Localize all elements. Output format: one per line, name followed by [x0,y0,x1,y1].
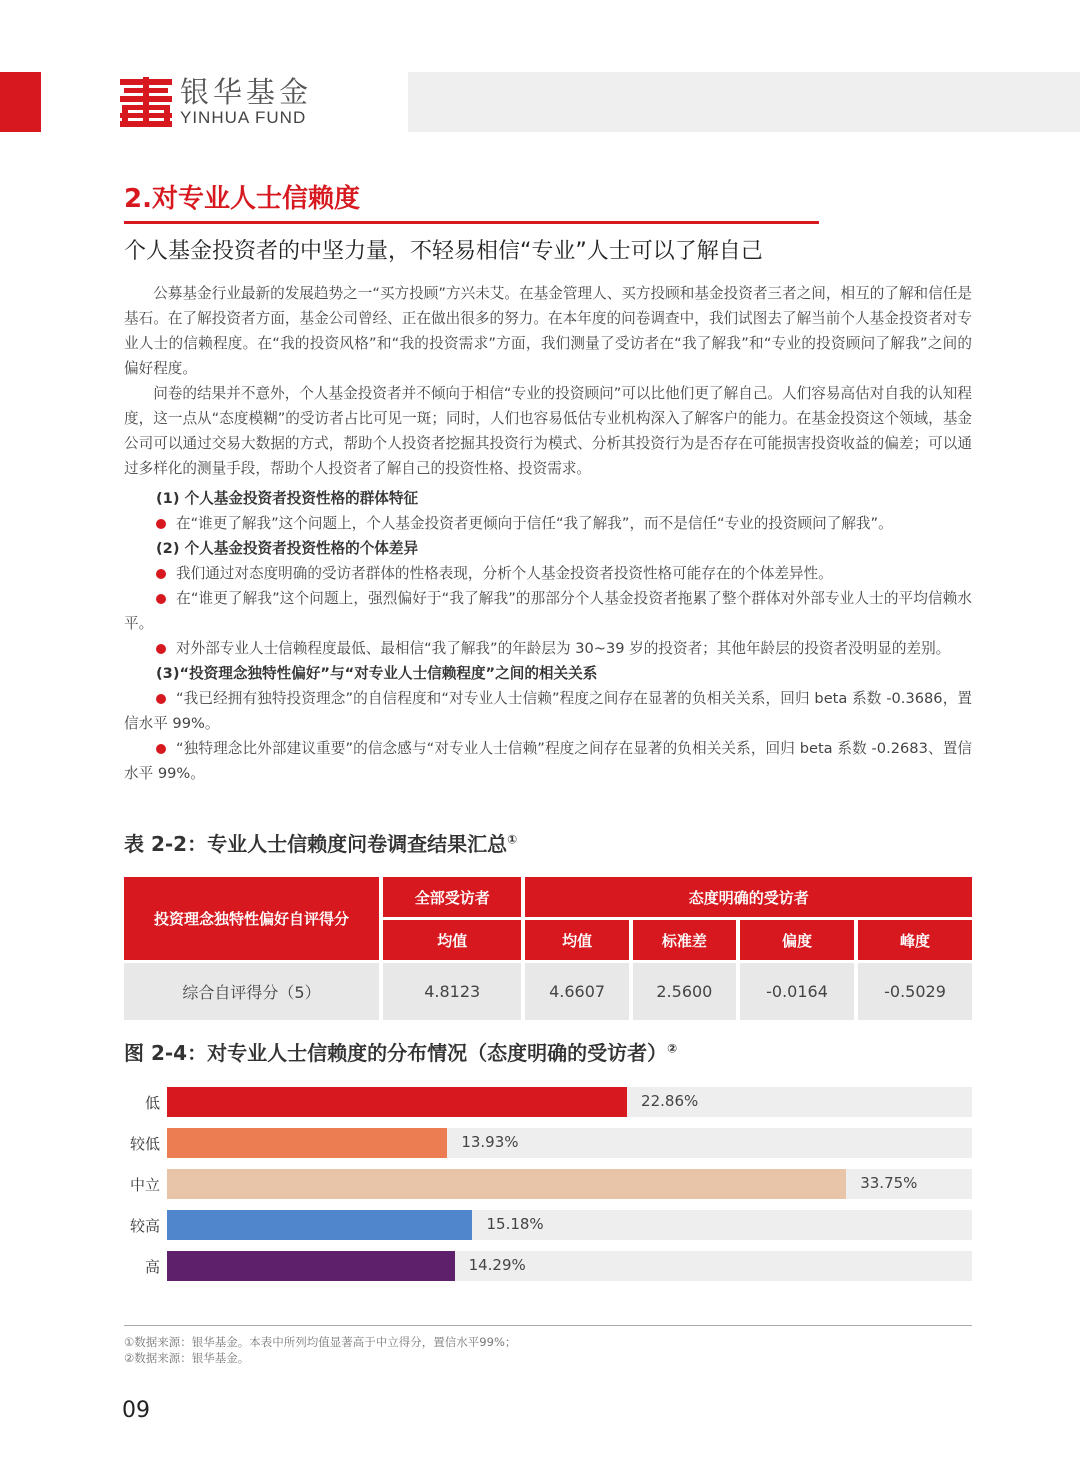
header-gray-band [408,72,1080,132]
bullet-item [124,511,972,536]
column-header: 均值 [525,920,628,960]
footnote: ①数据来源：银华基金。本表中所列均值显著高于中立得分，置信水平99%； [124,1335,517,1349]
column-header: 峰度 [858,920,972,960]
chart-title: 图 2-4：对专业人士信赖度的分布情况（态度明确的受访者） [124,1041,668,1065]
table-cell: -0.0164 [740,963,854,1020]
bullet-dot-icon [156,594,166,604]
bar-track [167,1169,972,1199]
subtitle: 个人基金投资者的中坚力量，不轻易相信“专业”人士可以了解自己 [124,239,763,264]
logo-chinese-name: 银华基金 [180,75,313,109]
chart-title-note: ② [667,1041,678,1056]
bar-track [167,1128,972,1158]
bar [167,1087,627,1117]
bullet-text: “独特理念比外部建议重要”的信念感与“对专业人士信赖”程度之间存在显著的负相关关系，回归 beta 系数 -0.2683、置信水平 99%。 [124,740,972,782]
bar-track [167,1210,972,1240]
footnote-divider [124,1325,972,1326]
bullet-text: 对外部专业人士信赖程度最低、最相信“我了解我”的年龄层为 30~39 岁的投资者；其他年龄层的投资者没明显的差别。 [176,640,951,657]
category-label: 较低 [129,1135,160,1153]
bullet-text: “我已经拥有独特投资理念”的自信程度和“对专业人士信赖”程度之间存在显著的负相关关系，回归 beta 系数 -0.3686，置信水平 99%。 [124,690,972,732]
bar-track [167,1251,972,1281]
point-heading: (2) 个人基金投资者投资性格的个体差异 [156,540,419,557]
category-label: 中立 [129,1176,160,1194]
table-cell: 4.8123 [383,963,521,1020]
logo-english-name: YINHUA FUND [180,108,307,127]
table-cell: 2.5600 [633,963,736,1020]
column-header: 均值 [383,920,521,960]
bullet-item [124,586,972,636]
bullet-dot-icon [156,519,166,529]
bullet-dot-icon [156,694,166,704]
summary-table [120,874,976,1023]
bar [167,1251,455,1281]
column-header: 偏度 [740,920,854,960]
bullet-item [124,736,972,786]
logo [120,76,312,128]
data-label: 14.29% [468,1256,526,1274]
bullet-dot-icon [156,744,166,754]
table-caption-note: ① [507,832,518,847]
row-header-cell: 投资理念独特性偏好自评得分 [124,877,379,960]
row-label: 综合自评得分（5） [124,963,379,1020]
body-text [124,281,972,786]
paragraph: 问卷的结果并不意外，个人基金投资者并不倾向于相信“专业的投资顾问”可以比他们更了解自己。人们容易高估对自我的认知程度，这一点从“态度模糊”的受访者占比可见一斑；同时，人们也容易低估专业机构深入了解客户的能力。在基金投资这个领域，基金公司可以通过交易大数据的方式，帮助个人投资者挖掘其投资行为模式、分析其投资行为是否存在可能损害投资收益的偏差；可以通过多样化的测量手段，帮助个人投资者了解自己的投资性格、投资需求。 [124,385,972,477]
bar [167,1169,846,1199]
bullet-text: 我们通过对态度明确的受访者群体的性格表现，分析个人基金投资者投资性格可能存在的个体差异性。 [176,565,833,582]
bullet-item [124,636,972,661]
category-label: 低 [144,1094,160,1112]
table-cell: -0.5029 [858,963,972,1020]
page-number: 09 [122,1398,150,1423]
data-label: 33.75% [860,1174,918,1192]
bullet-text: 在“谁更了解我”这个问题上，强烈偏好于“我了解我”的那部分个人基金投资者拖累了整个群体对外部专业人士的平均信赖水平。 [124,590,972,632]
yinhua-logo-icon [120,77,172,127]
table-cell: 4.6607 [525,963,628,1020]
table-row [124,963,972,1020]
category-label: 较高 [129,1217,160,1235]
data-label: 15.18% [486,1215,544,1233]
point-heading: (1) 个人基金投资者投资性格的群体特征 [156,490,419,507]
footnote: ②数据来源：银华基金。 [124,1351,250,1365]
group-header-all: 全部受访者 [383,877,521,917]
table-caption-text: 表 2-2：专业人士信赖度问卷调查结果汇总 [124,832,508,856]
bullet-dot-icon [156,644,166,654]
header-accent-bar [0,72,41,132]
column-header: 标准差 [633,920,736,960]
title-divider [124,221,819,224]
table-caption [124,828,517,857]
bullet-item [124,686,972,736]
paragraph: 公募基金行业最新的发展趋势之一“买方投顾”方兴未艾。在基金管理人、买方投顾和基金投资者三者之间，相互的了解和信任是基石。在了解投资者方面，基金公司曾经、正在做出很多的努力。在本年度的问卷调查中，我们试图去了解当前个人基金投资者对专业人士的信赖程度。在“我的投资风格”和“我的投资需求”方面，我们测量了受访者在“我了解我”和“专业的投资顾问了解我”之间的偏好程度。 [124,285,972,377]
bullet-dot-icon [156,569,166,579]
data-label: 22.86% [641,1092,699,1110]
group-header-clear: 态度明确的受访者 [525,877,972,917]
chart-caption [124,1037,677,1066]
data-label: 13.93% [461,1133,519,1151]
bar-track [167,1087,972,1117]
bar [167,1128,447,1158]
bullet-item [124,561,972,586]
point-heading: (3)“投资理念独特性偏好”与“对专业人士信赖程度”之间的相关关系 [156,665,598,682]
section-title: 2.对专业人士信赖度 [124,184,360,214]
category-label: 高 [144,1258,160,1276]
bar [167,1210,472,1240]
bullet-text: 在“谁更了解我”这个问题上，个人基金投资者更倾向于信任“我了解我”，而不是信任“专业的投资顾问了解我”。 [176,515,893,532]
